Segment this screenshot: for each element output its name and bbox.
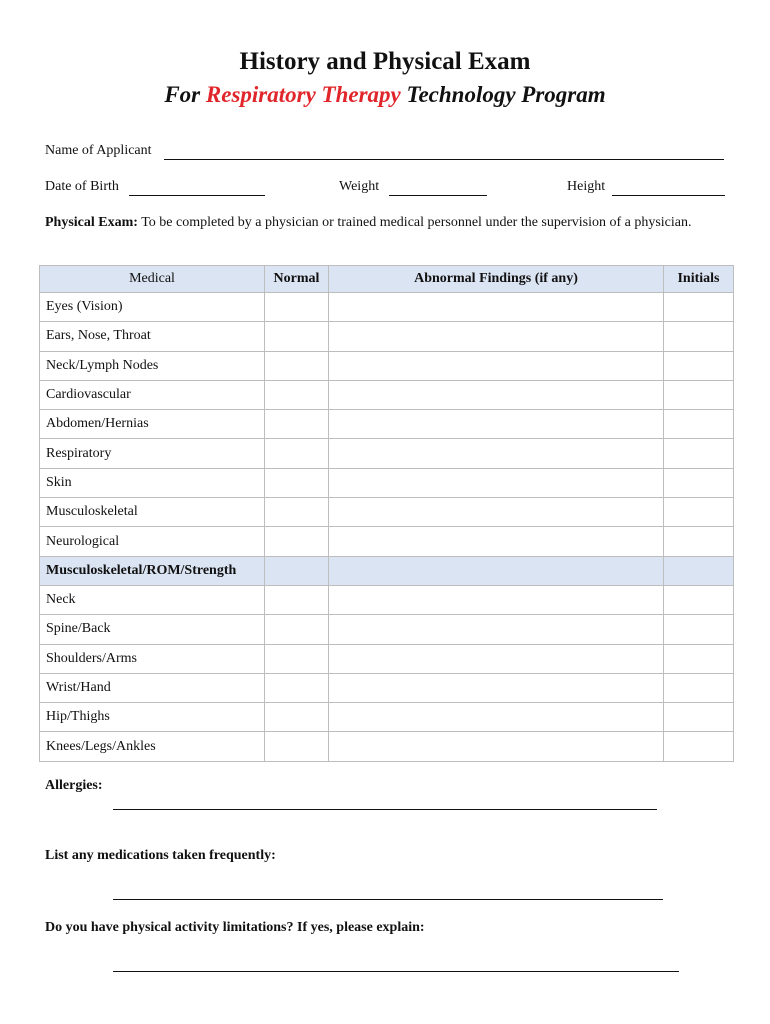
abnormal-findings-cell[interactable] xyxy=(329,351,664,380)
medications-answer-line[interactable] xyxy=(113,899,663,900)
abnormal-findings-cell xyxy=(329,556,664,585)
exam-item-label: Neck xyxy=(40,585,265,614)
initials-cell[interactable] xyxy=(664,351,734,380)
name-of-applicant-field[interactable] xyxy=(164,145,724,160)
exam-item-label: Musculoskeletal/ROM/Strength xyxy=(40,556,265,585)
header-initials: Initials xyxy=(664,266,734,293)
table-row xyxy=(40,615,734,644)
normal-cell[interactable] xyxy=(265,293,329,322)
abnormal-findings-cell[interactable] xyxy=(329,732,664,761)
normal-cell[interactable] xyxy=(265,322,329,351)
initials-cell[interactable] xyxy=(664,585,734,614)
abnormal-findings-cell[interactable] xyxy=(329,703,664,732)
subtitle-program-rest: Technology Program xyxy=(406,82,606,107)
exam-item-label: Cardiovascular xyxy=(40,380,265,409)
normal-cell[interactable] xyxy=(265,468,329,497)
header-medical: Medical xyxy=(40,266,265,293)
table-row xyxy=(40,703,734,732)
normal-cell[interactable] xyxy=(265,498,329,527)
limitations-answer-line[interactable] xyxy=(113,971,679,972)
exam-item-label: Skin xyxy=(40,468,265,497)
normal-cell[interactable] xyxy=(265,644,329,673)
table-row xyxy=(40,527,734,556)
height-label: Height xyxy=(567,179,606,194)
exam-item-label: Respiratory xyxy=(40,439,265,468)
limitations-label: Do you have physical activity limitations? If yes, please explain: xyxy=(45,920,425,935)
section-header-row xyxy=(40,556,734,585)
abnormal-findings-cell[interactable] xyxy=(329,673,664,702)
date-of-birth-field[interactable] xyxy=(129,181,265,196)
table-row xyxy=(40,468,734,497)
table-row xyxy=(40,351,734,380)
initials-cell[interactable] xyxy=(664,468,734,497)
normal-cell[interactable] xyxy=(265,585,329,614)
abnormal-findings-cell[interactable] xyxy=(329,293,664,322)
weight-label: Weight xyxy=(339,179,380,194)
exam-item-label: Wrist/Hand xyxy=(40,673,265,702)
table-row xyxy=(40,410,734,439)
table-row xyxy=(40,644,734,673)
normal-cell[interactable] xyxy=(265,380,329,409)
subtitle-for: For xyxy=(164,82,201,107)
weight-field[interactable] xyxy=(389,181,487,196)
initials-cell[interactable] xyxy=(664,322,734,351)
initials-cell xyxy=(664,556,734,585)
abnormal-findings-cell[interactable] xyxy=(329,615,664,644)
abnormal-findings-cell[interactable] xyxy=(329,410,664,439)
physical-exam-instructions xyxy=(45,213,705,232)
table-row xyxy=(40,498,734,527)
abnormal-findings-cell[interactable] xyxy=(329,498,664,527)
initials-cell[interactable] xyxy=(664,410,734,439)
initials-cell[interactable] xyxy=(664,498,734,527)
abnormal-findings-cell[interactable] xyxy=(329,380,664,409)
allergies-label: Allergies: xyxy=(45,778,103,793)
table-row xyxy=(40,439,734,468)
header-normal: Normal xyxy=(265,266,329,293)
abnormal-findings-cell[interactable] xyxy=(329,322,664,351)
table-row xyxy=(40,585,734,614)
physical-exam-label: Physical Exam: xyxy=(45,215,138,230)
normal-cell[interactable] xyxy=(265,673,329,702)
exam-item-label: Shoulders/Arms xyxy=(40,644,265,673)
exam-item-label: Musculoskeletal xyxy=(40,498,265,527)
normal-cell[interactable] xyxy=(265,615,329,644)
normal-cell[interactable] xyxy=(265,703,329,732)
height-field[interactable] xyxy=(612,181,725,196)
initials-cell[interactable] xyxy=(664,439,734,468)
table-row xyxy=(40,293,734,322)
normal-cell[interactable] xyxy=(265,732,329,761)
abnormal-findings-cell[interactable] xyxy=(329,468,664,497)
table-row xyxy=(40,732,734,761)
table-row xyxy=(40,673,734,702)
exam-item-label: Spine/Back xyxy=(40,615,265,644)
abnormal-findings-cell[interactable] xyxy=(329,527,664,556)
name-of-applicant-label: Name of Applicant xyxy=(45,143,152,158)
header-abnormal-findings: Abnormal Findings (if any) xyxy=(329,266,664,293)
abnormal-findings-cell[interactable] xyxy=(329,439,664,468)
normal-cell xyxy=(265,556,329,585)
abnormal-findings-cell[interactable] xyxy=(329,585,664,614)
initials-cell[interactable] xyxy=(664,615,734,644)
exam-item-label: Neck/Lymph Nodes xyxy=(40,351,265,380)
exam-item-label: Ears, Nose, Throat xyxy=(40,322,265,351)
initials-cell[interactable] xyxy=(664,380,734,409)
normal-cell[interactable] xyxy=(265,351,329,380)
abnormal-findings-cell[interactable] xyxy=(329,644,664,673)
initials-cell[interactable] xyxy=(664,527,734,556)
normal-cell[interactable] xyxy=(265,439,329,468)
table-row xyxy=(40,380,734,409)
initials-cell[interactable] xyxy=(664,644,734,673)
page-subtitle xyxy=(0,82,770,108)
initials-cell[interactable] xyxy=(664,732,734,761)
medications-label: List any medications taken frequently: xyxy=(45,848,276,863)
allergies-answer-line[interactable] xyxy=(113,809,657,810)
exam-item-label: Abdomen/Hernias xyxy=(40,410,265,439)
exam-table xyxy=(39,265,734,762)
initials-cell[interactable] xyxy=(664,293,734,322)
exam-item-label: Neurological xyxy=(40,527,265,556)
exam-item-label: Knees/Legs/Ankles xyxy=(40,732,265,761)
initials-cell[interactable] xyxy=(664,673,734,702)
physical-exam-text: To be completed by a physician or trained medical personnel under the supervision of a physician. xyxy=(137,215,692,230)
table-header-row xyxy=(40,266,734,293)
exam-item-label: Eyes (Vision) xyxy=(40,293,265,322)
initials-cell[interactable] xyxy=(664,703,734,732)
table-row xyxy=(40,322,734,351)
date-of-birth-label: Date of Birth xyxy=(45,179,119,194)
normal-cell[interactable] xyxy=(265,410,329,439)
normal-cell[interactable] xyxy=(265,527,329,556)
subtitle-program-highlight: Respiratory Therapy xyxy=(205,82,401,107)
exam-item-label: Hip/Thighs xyxy=(40,703,265,732)
page-title: History and Physical Exam xyxy=(239,48,531,75)
